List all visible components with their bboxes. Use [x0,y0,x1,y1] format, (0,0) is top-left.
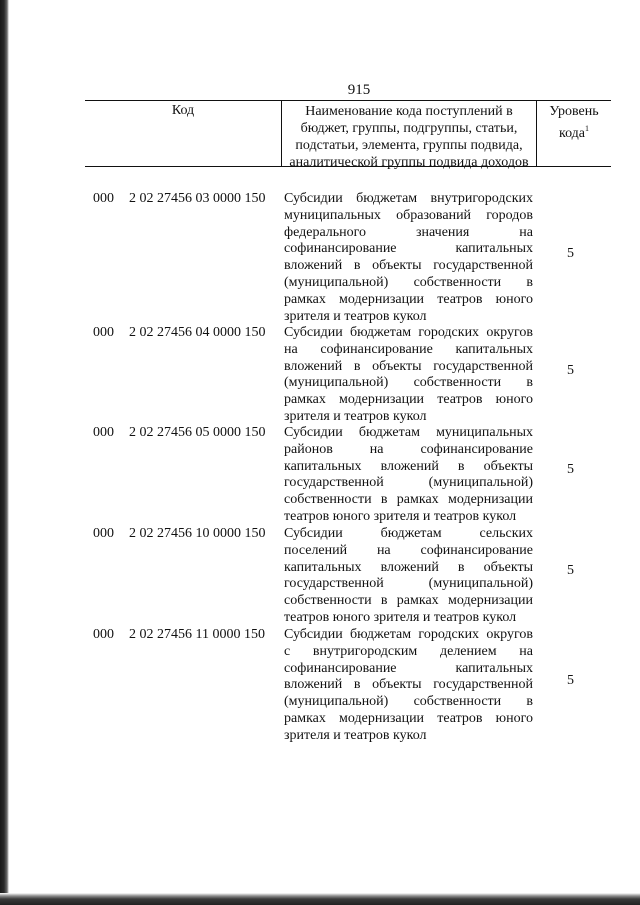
row-prefix: 000 [93,325,114,340]
row-name-line: вложений в объекты государственной [284,358,533,374]
row-name-line: зрителя и театров кукол [284,727,427,743]
table-header [85,100,611,170]
header-name-line: подстатьи, элемента, группы подвида, [295,138,523,153]
row-prefix: 000 [93,627,114,642]
row-name-line: капитальных вложений в объекты [284,559,533,575]
header-level-line2 [537,120,611,142]
row-name-line: рамках модернизации театров юного [284,392,533,408]
page-number: 915 [347,82,371,98]
row-name-line: зрителя и театров кукол [284,308,427,324]
header-level-line1: Уровень [549,104,599,119]
row-name-line: собственности в рамках модернизации [284,492,533,508]
row-prefix: 000 [93,191,114,206]
row-name-line: муниципальных образований городов [284,207,533,223]
row-name [284,526,533,627]
row-level: 5 [567,246,574,261]
row-name [284,325,533,426]
row-prefix: 000 [93,425,114,440]
row-name-line: с внутригородским делением на [284,643,533,659]
row-name [284,191,533,325]
row-name-line: вложений в объекты государственной [284,258,533,274]
row-code: 2 02 27456 05 0000 150 [129,425,266,440]
row-name-line: районов на софинансирование [284,441,533,457]
row-name [284,425,533,526]
header-name-line: бюджет, группы, подгруппы, статьи, [300,121,518,136]
row-code: 2 02 27456 11 0000 150 [129,627,265,642]
row-name-line: капитальных вложений в объекты [284,458,533,474]
row-prefix: 000 [93,526,114,541]
row-level: 5 [567,673,574,688]
row-name-line: театров юного зрителя и театров кукол [284,508,517,524]
header-code: Код [85,101,282,166]
row-name-line: (муниципальной) собственности в [284,274,533,290]
row-name-line: (муниципальной) собственности в [284,694,533,710]
row-code: 2 02 27456 10 0000 150 [129,526,266,541]
row-name-line: рамках модернизации театров юного [284,291,533,307]
scan-edge-bottom [0,893,640,905]
row-name-line: рамках модернизации театров юного [284,710,533,726]
header-level-footnote: 1 [585,124,590,133]
row-level: 5 [567,462,574,477]
row-name-line: Субсидии бюджетам сельских [284,526,533,541]
header-level-text: кода [558,126,586,141]
scan-edge-left [0,0,9,893]
header-name-line: аналитической группы подвида доходов [289,155,529,170]
row-name-line: вложений в объекты государственной [284,677,533,693]
row-name-line: зрителя и театров кукол [284,408,427,424]
row-name-line: на софинансирование капитальных [284,341,533,357]
header-level [537,101,611,166]
row-name-line: театров юного зрителя и театров кукол [284,609,517,625]
row-name-line: государственной (муниципальной) [284,475,533,491]
header-name [282,101,537,170]
row-name-line: Субсидии бюджетам муниципальных [284,425,533,440]
row-name-line: Субсидии бюджетам городских округов [284,325,533,340]
row-name-line: поселений на софинансирование [284,542,533,558]
row-level: 5 [567,363,574,378]
row-name-line: (муниципальной) собственности в [284,375,533,391]
row-name-line: государственной (муниципальной) [284,576,533,592]
header-name-line: Наименование кода поступлений в [305,104,513,119]
row-level: 5 [567,563,574,578]
row-name [284,627,533,745]
row-name-line: федерального значения на [284,224,533,240]
row-name-line: собственности в рамках модернизации [284,593,533,609]
row-code: 2 02 27456 03 0000 150 [129,191,266,206]
row-name-line: софинансирование капитальных [284,241,533,257]
row-name-line: Субсидии бюджетам городских округов [284,627,533,642]
row-code: 2 02 27456 04 0000 150 [129,325,266,340]
row-name-line: Субсидии бюджетам внутригородских [284,191,533,206]
row-name-line: софинансирование капитальных [284,660,533,676]
